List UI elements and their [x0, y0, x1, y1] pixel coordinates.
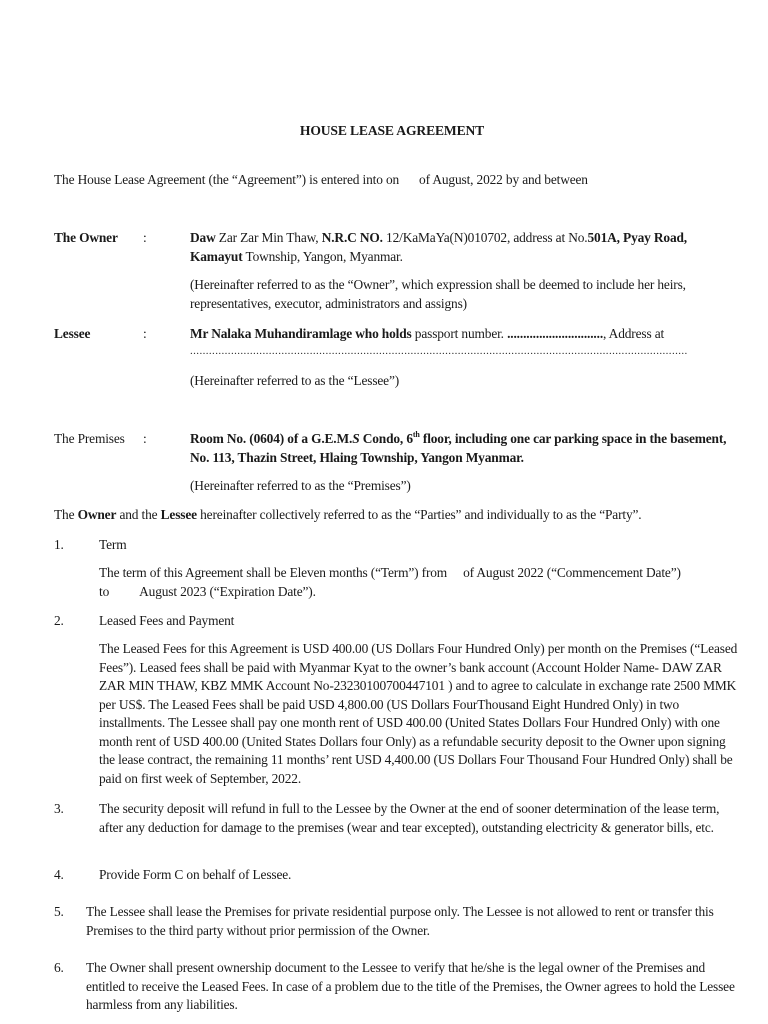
intro-text-after: of August, 2022 by and between [419, 172, 588, 187]
owner-colon: : [143, 230, 147, 245]
section-4-body: Provide Form C on behalf of Lessee. [99, 867, 292, 882]
section-3-body: The security deposit will refund in full to the Lessee by the Owner at the end of sooner determination of the lease term, after any deduction for damage to the premises (wear and tear excepted), outstanding electricity & generator bills, etc. [99, 801, 720, 835]
lessee-label: Lessee [54, 326, 91, 341]
section-1-heading: Term [99, 537, 127, 552]
parties-paragraph: The Owner and the Lessee hereinafter collectively referred to as the “Parties” and individually to as the “Party”. [54, 507, 642, 522]
intro-text-before: The House Lease Agreement (the “Agreement”) is entered into on [54, 172, 400, 187]
section-6-body: The Owner shall present ownership document to the Lessee to verify that he/she is the legal owner of the Premises and entitled to receive the Leased Fees. In case of a problem due to the title of the Premises, the Owner agrees to hold the Lessee harmless from any liabilities. [86, 960, 735, 1012]
document-title: HOUSE LEASE AGREEMENT [299, 123, 485, 138]
section-2-heading: Leased Fees and Payment [99, 613, 235, 628]
owner-label: The Owner [54, 230, 118, 245]
intro-paragraph [54, 171, 754, 190]
premises-description: Room No. (0604) of a G.E.M.S Condo, 6th floor, including one car parking space in the basement, No. 113, Thazin Street, Hlaing Township, Yangon Myanmar. [190, 429, 727, 465]
owner-hereinafter: (Hereinafter referred to as the “Owner”, which expression shall be deemed to include her heirs, representatives, executor, administrators and assigns) [190, 277, 686, 311]
section-1-body: The term of this Agreement shall be Eleven months (“Term”) from of August 2022 (“Commencement Date”) to August 2023 (“Expiration Date”). [99, 565, 681, 599]
section-5-body: The Lessee shall lease the Premises for private residential purpose only. The Lessee is not allowed to rent or transfer this Premises to the third party without prior permission of the Owner. [86, 904, 714, 938]
premises-hereinafter: (Hereinafter referred to as the “Premises”) [190, 478, 411, 493]
section-5-number: 5. [54, 904, 64, 919]
lessee-colon: : [143, 326, 147, 341]
premises-label: The Premises [54, 431, 125, 446]
section-3-number: 3. [54, 801, 64, 816]
section-2-body: The Leased Fees for this Agreement is USD 400.00 (US Dollars Four Hundred Only) per month on the Premises (“Leased Fees”). Leased fees shall be paid with Myanmar Kyat to the owner’s bank account (Account Holder Name- DAW ZAR ZAR MIN THAW, KBZ MMK Account No-23230100700447101 ) and to agree to calculate in exchange rate 2500 MMK per US$. The Leased Fees shall be paid USD 4,800.00 (US Dollars FourThousand Eight Hundred Only) in two installments. The Lessee shall pay one month rent of USD 400.00 (United States Dollars Four Hundred Only) with one month rent of USD 400.00 (United States Dollars four Only) as a refundable security deposit to the Owner upon signing the lease contract, the remaining 11 months’ rent USD 4,400.00 (US Dollars Four Thousand Four Hundred Only) shall be paid on first week of September, 2022. [99, 641, 738, 786]
lessee-hereinafter: (Hereinafter referred to as the “Lessee”) [190, 373, 400, 388]
section-4-number: 4. [54, 867, 64, 882]
premises-colon: : [143, 431, 147, 446]
lessee-details: Mr Nalaka Muhandiramlage who holds passport number. .............................., Address at [190, 326, 665, 341]
section-6-number: 6. [54, 960, 64, 975]
section-1-number: 1. [54, 537, 64, 552]
section-2-number: 2. [54, 613, 64, 628]
owner-details: Daw Zar Zar Min Thaw, N.R.C NO. 12/KaMaYa(N)010702, address at No.501A, Pyay Road, Kamayut Township, Yangon, Myanmar. [190, 230, 688, 264]
lessee-address-dots: .............................................................................................................................................................. [190, 345, 688, 357]
